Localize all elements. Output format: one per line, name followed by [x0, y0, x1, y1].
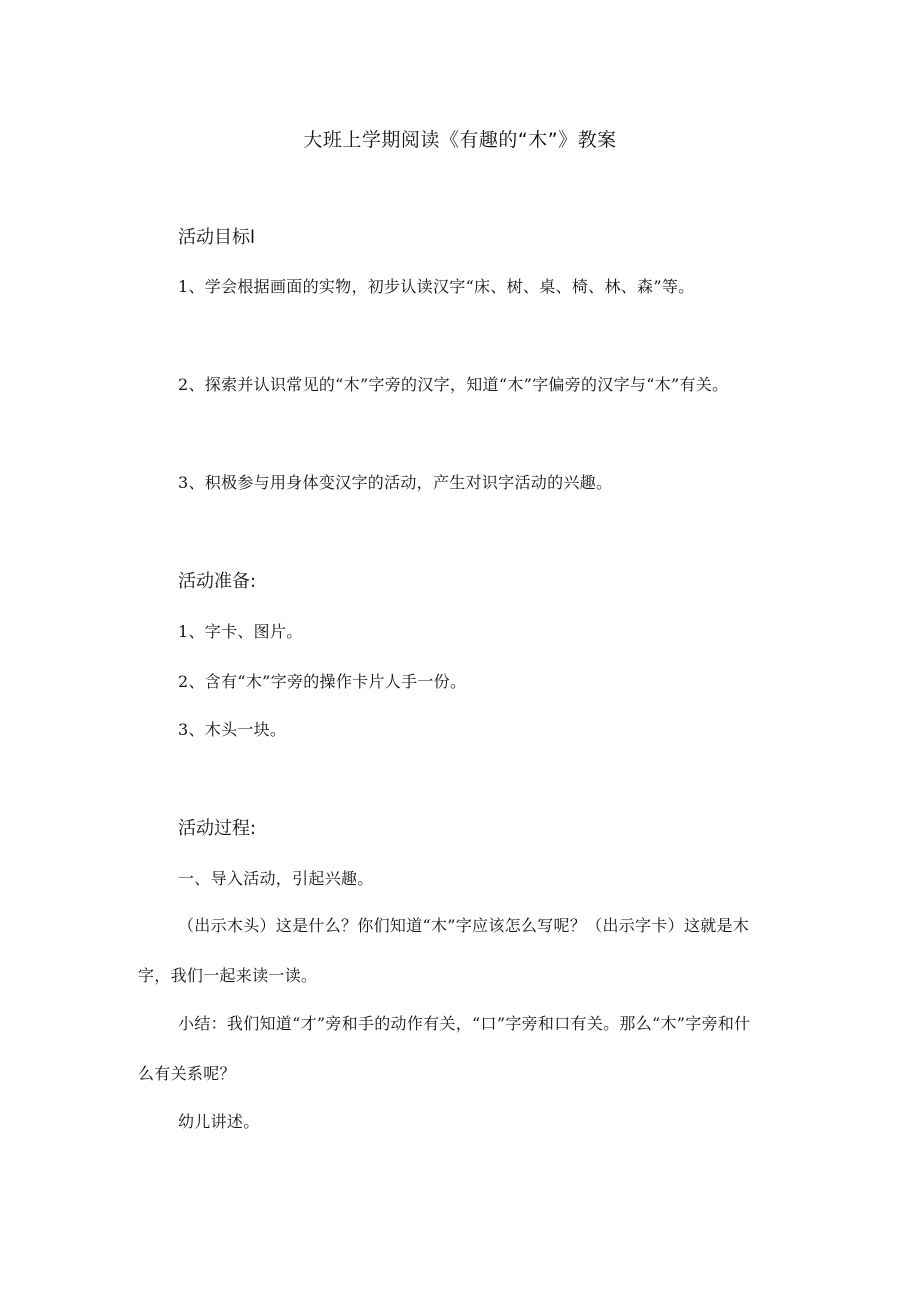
goals-heading: 活动目标l [178, 227, 256, 248]
prep-heading: 活动准备: [178, 571, 257, 592]
process-paragraph-2: 小结：我们知道“才”旁和手的动作有关，“口”字旁和口有关。那么“木”字旁和什么有关系呢？ [138, 1014, 751, 1083]
goal-item-1: 1、学会根据画面的实物，初步认读汉字“床、树、桌、椅、林、森”等。 [178, 277, 695, 296]
page-title: 大班上学期阅读《有趣的“木”》教案 [303, 129, 617, 151]
goal-item-2: 2、探索并认识常见的“木”字旁的汉字，知道“木”字偏旁的汉字与“木”有关。 [178, 375, 729, 394]
process-heading: 活动过程: [178, 818, 257, 839]
prep-item-3: 3、木头一块。 [178, 720, 287, 739]
process-step-1: 一、导入活动，引起兴趣。 [178, 869, 374, 888]
process-paragraph-1: （出示木头）这是什么？你们知道“木”字应该怎么写呢？（出示字卡）这就是木字，我们一起来读一读。 [138, 916, 750, 985]
goal-item-3: 3、积极参与用身体变汉字的活动，产生对识字活动的兴趣。 [178, 473, 613, 492]
process-paragraph-3: 幼儿讲述。 [178, 1112, 260, 1131]
prep-item-1: 1、字卡、图片。 [178, 622, 303, 641]
prep-item-2: 2、含有“木”字旁的操作卡片人手一份。 [178, 672, 467, 691]
